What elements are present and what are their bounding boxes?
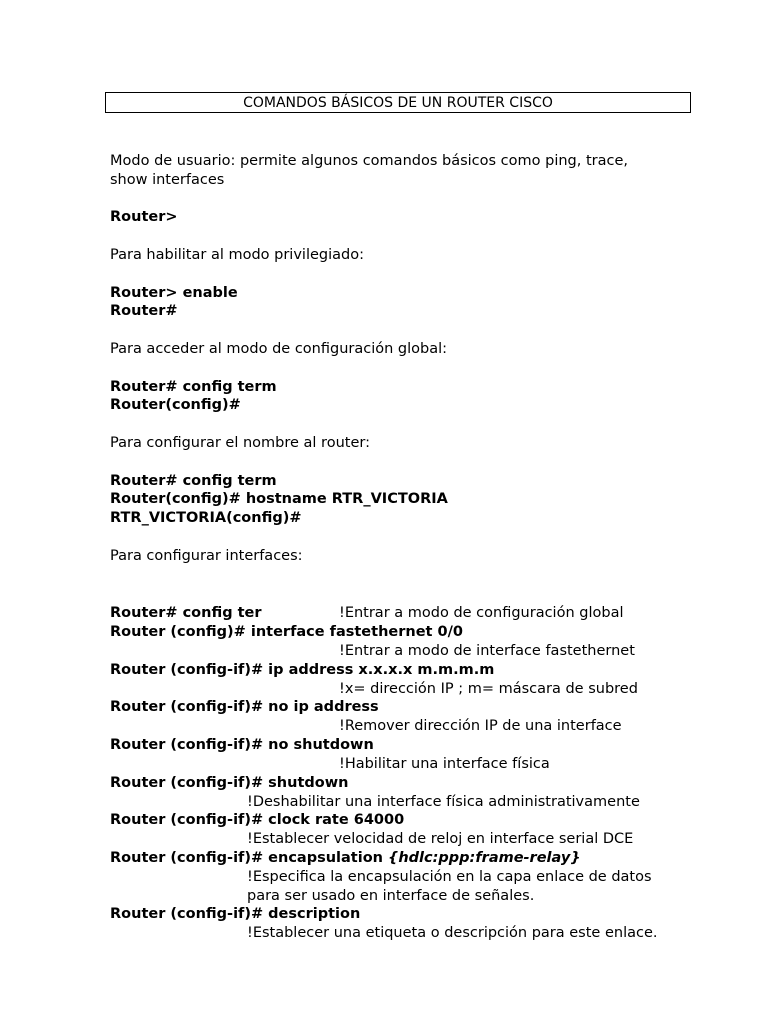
comment-no-shutdown: !Habilitar una interface física [339,756,550,772]
cmd-encapsulation [110,849,581,868]
cmd-ip-address: Router (config-if)# ip address x.x.x.x m.m.m.m [110,662,495,678]
prompt-victoria: RTR_VICTORIA(config)# [110,510,302,526]
comment-interface-fastethernet: !Entrar a modo de interface fastethernet [339,643,635,659]
cmd-config-ter: Router# config ter [110,605,262,621]
cmd-encapsulation-text: Router (config-if)# encapsulation [110,850,389,866]
comment-clock-rate: !Establecer velocidad de reloj en interface serial DCE [247,831,634,847]
cmd-no-shutdown: Router (config-if)# no shutdown [110,737,374,753]
cmd-encapsulation-options: {hdlc:ppp:frame-relay} [388,850,581,866]
cmd-clock-rate: Router (config-if)# clock rate 64000 [110,812,405,828]
prompt-user-mode: Router> [110,209,178,225]
comment-ip-address: !x= dirección IP ; m= máscara de subred [339,681,638,697]
para-interfaces: Para configurar interfaces: [110,548,303,564]
cmd-config-term-2: Router# config term [110,473,277,489]
prompt-config: Router(config)# [110,397,241,413]
intro-text-line-1: Modo de usuario: permite algunos comandos básicos como ping, trace, [110,153,628,169]
intro-text-line-2: show interfaces [110,172,225,188]
page-title: COMANDOS BÁSICOS DE UN ROUTER CISCO [105,92,691,113]
comment-shutdown: !Deshabilitar una interface física administrativamente [247,794,640,810]
para-hostname: Para configurar el nombre al router: [110,435,370,451]
cmd-no-ip-address: Router (config-if)# no ip address [110,699,379,715]
para-privileged: Para habilitar al modo privilegiado: [110,247,364,263]
prompt-privileged: Router# [110,303,178,319]
para-global-config: Para acceder al modo de configuración global: [110,341,448,357]
comment-encapsulation-line-1: !Especifica la encapsulación en la capa enlace de datos [247,869,652,885]
cmd-shutdown: Router (config-if)# shutdown [110,775,349,791]
cmd-enable: Router> enable [110,285,238,301]
comment-no-ip-address: !Remover dirección IP de una interface [339,718,622,734]
cmd-config-term-1: Router# config term [110,379,277,395]
cmd-interface-fastethernet: Router (config)# interface fastethernet 0/0 [110,624,463,640]
comment-config-ter: !Entrar a modo de configuración global [339,605,624,621]
comment-description: !Establecer una etiqueta o descripción para este enlace. [247,925,658,941]
cmd-hostname: Router(config)# hostname RTR_VICTORIA [110,491,448,507]
cmd-description: Router (config-if)# description [110,906,361,922]
comment-encapsulation-line-2: para ser usado en interface de señales. [247,888,535,904]
